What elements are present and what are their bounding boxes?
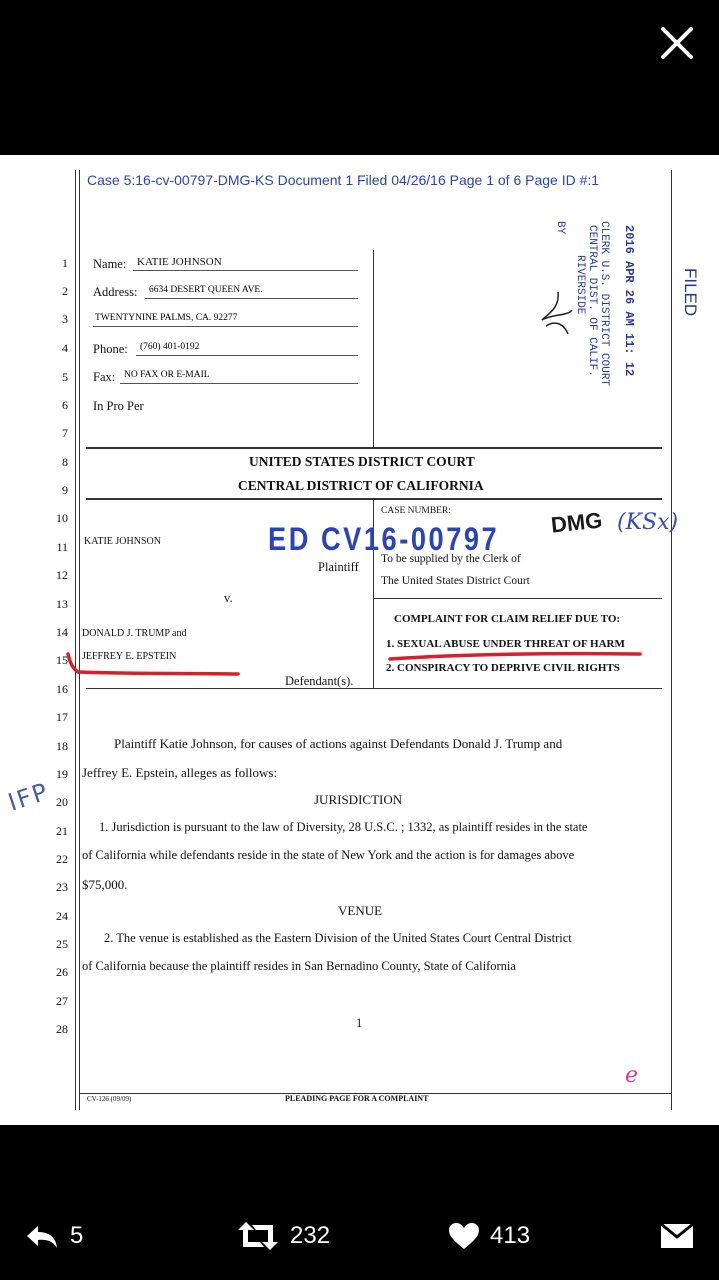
contact-divider: [373, 250, 374, 447]
retweet-button[interactable]: [236, 1218, 330, 1254]
right-rule: [671, 170, 672, 1110]
stamp-clerk-1: CLERK U.S. DISTRICT COURT: [598, 221, 610, 387]
body-line-22: of California while defendants reside in the state of New York and the action is for damages above: [82, 848, 575, 862]
line-number: 3: [62, 312, 68, 326]
case-number-handwritten: DMG: [549, 507, 604, 538]
footer-title: PLEADING PAGE FOR A COMPLAINT: [285, 1094, 429, 1103]
heart-icon: [448, 1222, 480, 1250]
line-number: 20: [56, 795, 68, 809]
margin-rule-inner: [79, 170, 80, 1110]
line-number: 5: [62, 370, 68, 384]
court-title-1: UNITED STATES DISTRICT COURT: [249, 454, 475, 469]
close-icon: [656, 22, 698, 64]
footer-form-code: CV-126 (09/09): [87, 1095, 132, 1103]
line-number: 14: [56, 625, 68, 639]
margin-rule: [75, 170, 76, 1110]
address-label: Address:: [93, 285, 138, 299]
initial-mark: e: [625, 1063, 639, 1088]
body-line-21: 1. Jurisdiction is pursuant to the law of Diversity, 28 U.S.C. ; 1332, as plaintiff resides in the state: [99, 820, 588, 834]
complaint-title: COMPLAINT FOR CLAIM RELIEF DUE TO:: [394, 613, 621, 625]
reply-button[interactable]: [24, 1218, 83, 1254]
stamp-clerk-2: CENTRAL DIST. OF CALIF.: [586, 225, 598, 377]
line-number: 12: [56, 568, 68, 582]
line-number: 4: [62, 341, 68, 355]
like-count: 413: [490, 1222, 531, 1249]
share-button[interactable]: [660, 1218, 704, 1254]
line-number: 22: [56, 852, 68, 866]
versus: v.: [224, 591, 233, 605]
line-number: 27: [56, 994, 68, 1008]
defendants-label: Defendant(s).: [285, 674, 354, 688]
line-number: 7: [62, 426, 68, 440]
jurisdiction-heading: JURISDICTION: [314, 792, 403, 807]
address-line2: TWENTYNINE PALMS, CA. 92277: [95, 313, 238, 323]
red-underline-defendant: [64, 648, 244, 682]
case-header: Case 5:16-cv-00797-DMG-KS Document 1 Filed 04/26/16 Page 1 of 6 Page ID #:1: [87, 172, 600, 188]
stamp-by: BY: [554, 221, 566, 235]
page-number: 1: [356, 1016, 363, 1030]
line-number: 25: [56, 937, 68, 951]
plaintiff-label: Plaintiff: [318, 560, 359, 574]
line-number: 1: [62, 256, 68, 270]
body-line-18: Plaintiff Katie Johnson, for causes of actions against Defendants Donald J. Trump and: [114, 736, 563, 751]
line-number: 13: [56, 597, 68, 611]
line-number: 19: [56, 767, 68, 781]
line-number: 24: [56, 909, 68, 923]
line-number: 28: [56, 1022, 68, 1036]
red-underline-complaint: [386, 649, 646, 663]
defendant-2: JEFFREY E. EPSTEIN: [82, 651, 177, 662]
close-button[interactable]: [656, 22, 698, 64]
stamp-date: 2016 APR 26 AM 11: 12: [622, 225, 636, 377]
complaint-item-2: 2. CONSPIRACY TO DEPRIVE CIVIL RIGHTS: [386, 662, 620, 674]
signature-scribble: [538, 290, 578, 340]
reply-icon: [24, 1222, 60, 1250]
retweet-count: 232: [290, 1222, 331, 1249]
retweet-icon: [236, 1221, 280, 1251]
name-value: KATIE JOHNSON: [137, 256, 222, 268]
line-number: 6: [62, 398, 68, 412]
complaint-item-1: 1. SEXUAL ABUSE UNDER THREAT OF HARM: [386, 638, 625, 650]
body-line-26: of California because the plaintiff resides in San Bernadino County, State of California: [82, 959, 516, 973]
plaintiff-name: KATIE JOHNSON: [84, 536, 161, 547]
case-number-stamp: ED CV16-00797: [268, 521, 500, 557]
case-number-handwritten-2: (KSx): [617, 510, 679, 535]
body-line-25: 2. The venue is established as the Eastern Division of the United States Court Central District: [104, 931, 572, 945]
document-image[interactable]: [0, 155, 719, 1125]
court-title-2: CENTRAL DISTRICT OF CALIFORNIA: [238, 478, 484, 493]
address-value: 6634 DESERT QUEEN AVE.: [149, 285, 263, 295]
stamp-clerk-3: RIVERSIDE: [574, 255, 586, 315]
like-button[interactable]: [448, 1218, 530, 1254]
line-number: 10: [56, 511, 68, 525]
case-number-label: CASE NUMBER:: [381, 506, 451, 516]
line-number: 2: [62, 284, 68, 298]
line-number: 18: [56, 739, 68, 753]
line-number: 11: [56, 540, 68, 554]
defendant-1: DONALD J. TRUMP and: [82, 628, 187, 639]
supplied-line-1: To be supplied by the Clerk of: [381, 553, 521, 565]
filed-stamp: FILED: [681, 268, 700, 317]
line-number: 21: [56, 824, 68, 838]
body-line-19: Jeffrey E. Epstein, alleges as follows:: [82, 765, 278, 780]
body-line-23: $75,000.: [82, 877, 128, 892]
line-number: 8: [62, 455, 68, 469]
line-number: 23: [56, 880, 68, 894]
mail-icon: [660, 1222, 694, 1250]
fax-label: Fax:: [93, 370, 116, 384]
name-label: Name:: [93, 257, 127, 271]
ifp-note: IFP: [4, 777, 53, 817]
line-number: 9: [62, 483, 68, 497]
line-number: 16: [56, 682, 68, 696]
in-pro-per: In Pro Per: [93, 399, 144, 413]
fax-value: NO FAX OR E-MAIL: [124, 370, 210, 380]
line-number: 17: [56, 710, 68, 724]
phone-value: (760) 401-0192: [140, 342, 200, 352]
reply-count: 5: [70, 1222, 84, 1249]
venue-heading: VENUE: [338, 903, 383, 918]
line-number: 26: [56, 965, 68, 979]
supplied-line-2: The United States District Court: [381, 575, 530, 587]
phone-label: Phone:: [93, 342, 128, 356]
line-number: 15: [56, 653, 68, 667]
